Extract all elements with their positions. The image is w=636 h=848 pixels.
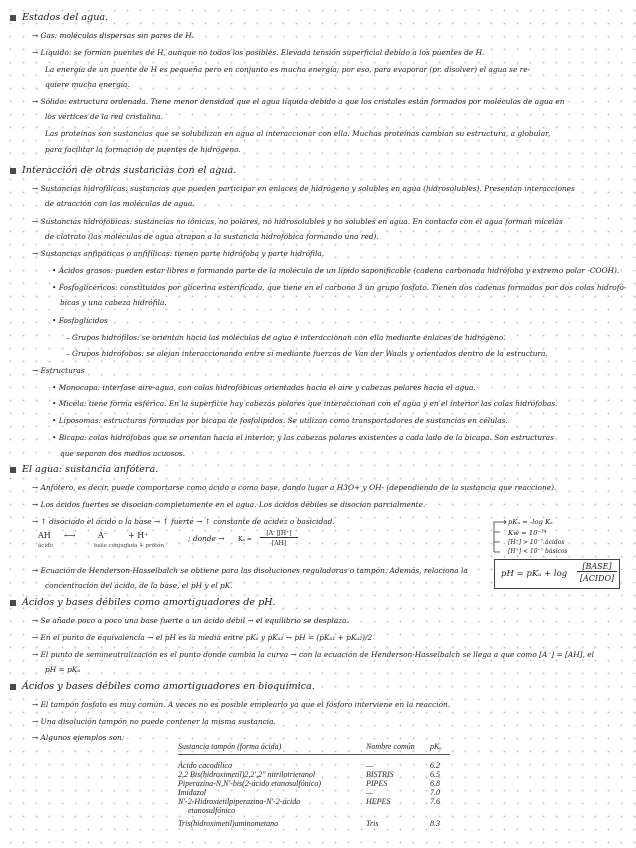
eq-a: A⁻	[98, 531, 108, 540]
section-title-amortiguadores-ph: Ácidos y bases débiles como amortiguadores de pH.	[22, 597, 276, 608]
hh-formula-left: pH = pKₐ + log	[501, 569, 568, 579]
note-disociado: → ↑ disociado el ácido o la base → ↑ fuerte → ↑ constante de acidez o basicidad.	[32, 517, 335, 526]
table-row	[178, 788, 450, 797]
table-cell: 7.0	[430, 788, 440, 797]
note-proteinas-cont: para facilitar la formación de puentes de hidrógeno.	[45, 145, 241, 154]
note-grupos-hidrofobos: – Grupos hidrófobos: se alejan interaccionando entre sí mediante fuerzas de Van der Waals y orientados dentro de la estructura.	[66, 349, 548, 358]
note-disolucion-tampon: → Una disolución tampón no puede contener la misma sustancia.	[32, 717, 276, 726]
note-micela: • Micela: tiene forma esférica. En la superficie hay cabezas polares que interaccionan con el agua y en el interior las colas hidrófobas.	[52, 399, 558, 408]
note-grupos-hidrofilos: – Grupos hidrófilos: se orientan hacia las moléculas de agua e interaccionan con ella mediante enlaces de hidrógeno.	[66, 333, 506, 342]
section-bullet-icon	[10, 467, 16, 473]
note-henderson: → Ecuación de Henderson-Hasselbalch se obtiene para las disoluciones reguladoras o tampón. Además, relaciona la	[32, 566, 468, 575]
note-acidos-fuertes: → Los ácidos fuertes se disocian completamente en el agua. Los ácidos débiles se disocian parcialmente.	[32, 500, 426, 509]
note-ejemplos: → Algunos ejemplos son:	[32, 733, 125, 742]
table-cell: etanosulfónico	[188, 806, 236, 815]
table-header: pKₐ	[430, 742, 442, 751]
note-liquido-cont: quiere mucha energía.	[45, 80, 130, 89]
eq-arrows-icon: ⟷	[64, 531, 76, 540]
table-cell: Imidazol	[178, 788, 206, 797]
table-header: Sustancia tampón (forma ácida)	[178, 742, 282, 751]
eq-ah: AH	[38, 531, 51, 540]
table-cell: 7.6	[430, 797, 440, 806]
note-hidrofobicas-cont: de clatrato (las moléculas de agua atrapan a la sustancia hidrofóbica formando una red).	[45, 232, 379, 241]
hh-denominator: [ÁCIDO]	[579, 574, 615, 583]
table-cell: 6.5	[430, 770, 440, 779]
note-tampon-fosfato: → El tampón fosfato es muy común. A veces no es posible emplearlo ya que el fósforo interviene en la reacción.	[32, 700, 451, 709]
acid-equilibrium-formula	[38, 531, 338, 557]
table-header: Nombre común	[366, 742, 415, 751]
table-cell: Ácido cacodílico	[178, 761, 232, 770]
note-liposomas: • Liposomas: estructuras formadas por bicapa de fosfolípidos. Se utilizan como transportadores de sustancias en células.	[52, 416, 508, 425]
table-cell: 8.3	[430, 819, 440, 828]
note-kw: Kw = 10⁻¹⁴	[508, 529, 547, 537]
table-row	[178, 819, 450, 828]
table-cell: —	[366, 788, 374, 797]
section-title-amortiguadores-bioquimica: Ácidos y bases débiles como amortiguadores en bioquímica.	[22, 681, 315, 692]
table-cell: 6.2	[430, 761, 440, 770]
note-bicapa: • Bicapa: colas hidrófobas que se orientan hacia el interior, y las cabezas polares existentes a cada lado de la bicapa. Son estructuras	[52, 433, 554, 442]
table-cell: 2,2 Bis(hidroximetil)2,2',2'' nitrilotrietanol	[178, 770, 316, 779]
note-hidrofilicas: → Sustancias hidrofílicas: sustancias que pueden participar en enlaces de hidrógeno y solubles en agua (hidrosolubles). Presentan interacciones	[32, 184, 575, 193]
note-fosfoglicericos: • Fosfoglicéricos: constituidos por glicerina esterificada, que tiene en el carbono 3 un grupo fosfato. Tienen dos cadenas formadas por dos colas hidrofó-	[52, 283, 627, 292]
table-cell: N'-2-Hidroxietilpiperazina-N'-2-ácido	[178, 797, 301, 806]
eq-acid-label: ácido	[38, 543, 53, 549]
eq-donde: ; donde →	[188, 534, 225, 543]
section-bullet-icon	[10, 168, 16, 174]
table-cell: HEPES	[366, 797, 391, 806]
note-proteinas: Las proteínas son sustancias que se solubilizan en agua al interaccionar con ella. Muchas proteínas cambian su estructura, a globular,	[45, 129, 551, 138]
note-anfotero: → Anfótero, es decir, puede comportarse como ácido o como base, dando lugar a H3O+ y OH- (dependiendo de la sustancia que reaccione).	[32, 483, 557, 492]
note-anfipaticas: → Sustancias anfipáticas o anfifílicas: tienen parte hidrófoba y parte hidrófila.	[32, 249, 325, 258]
section-bullet-icon	[10, 684, 16, 690]
table-cell: Tris(hidroximetil)aminometano	[178, 819, 279, 828]
side-constants-block	[492, 508, 632, 558]
note-henderson-cont: concentración del ácido, de la base, el pH y el pK.	[45, 581, 233, 590]
section-bullet-icon	[10, 600, 16, 606]
henderson-hasselbalch-box	[494, 559, 620, 589]
note-acidos-grasos: • Ácidos grasos: pueden estar libres o formando parte de la molécula de un lípido saponificable (cadena carbonada hidrófoba y extremo polar -COOH).	[52, 266, 620, 275]
table-cell: 6.8	[430, 779, 440, 788]
note-estructuras: → Estructuras	[32, 366, 85, 375]
section-title-interaccion: Interacción de otras sustancias con el agua.	[22, 165, 237, 176]
note-semineutralizacion-cont: pH = pKₐ	[45, 665, 81, 674]
table-cell: BISTRIS	[366, 770, 394, 779]
note-punto-equivalencia: → En el punto de equivalencia → el pH es la media entre pKₐ y pKₐ₂ → pH = (pKₐ₁ + pKₐ₂)/2	[32, 633, 373, 642]
note-fosfoglicericos-cont: bicas y una cabeza hidrófila.	[60, 298, 167, 307]
eq-denominator: [AH]	[271, 540, 287, 547]
note-liquido: → Líquido: se forman puentes de H, aunque no todos los posibles. Elevada tensión superficial debido a los puentes de H.	[32, 48, 485, 57]
table-cell: —	[366, 761, 374, 770]
table-cell: Piperazina-N,N'-bis(2-ácido etanosulfónico)	[178, 779, 322, 788]
table-row	[178, 779, 450, 788]
note-gas: → Gas: moléculas dispersas sin pares de H.	[32, 31, 195, 40]
section-bullet-icon	[10, 15, 16, 21]
note-fosfoglicidos: • Fosfoglícidos	[52, 316, 108, 325]
eq-numerator: [A⁻][H⁺]	[260, 530, 298, 538]
table-row	[178, 806, 450, 815]
note-bicapa-cont: que separan dos medios acuosos.	[60, 449, 186, 458]
table-cell: Tris	[366, 819, 379, 828]
note-hidrofilicas-cont: de atracción con las moléculas de agua.	[45, 199, 195, 208]
section-title-estados: Estados del agua.	[22, 12, 109, 23]
eq-ka: Kₐ =	[238, 536, 252, 543]
note-base-fuerte: → Se añade poco a poco una base fuerte a un ácido débil → el equilibrio se desplaza.	[32, 616, 349, 625]
note-acidos: [H⁺] > 10⁻⁷ ácidos	[508, 539, 565, 546]
hh-numerator: [BASE]	[577, 562, 617, 572]
section-title-anfotera: El agua: sustancia anfótera.	[22, 464, 159, 475]
table-row	[178, 797, 450, 806]
buffer-table	[178, 739, 450, 839]
note-pka: pKₐ = -log Kₐ	[508, 518, 553, 526]
eq-base-label: base conjugada + protón	[94, 543, 165, 549]
table-divider	[178, 754, 450, 755]
note-solido: → Sólido: estructura ordenada. Tiene menor densidad que el agua líquida debido a que los cristales están formados por moléculas de agua en	[32, 97, 565, 106]
note-basicos: [H⁺] < 10⁻⁷ básicos	[508, 548, 568, 555]
note-monocapa: • Monocapa: interfase aire-agua, con colas hidrofóbicas orientadas hacia el aire y cabezas polares hacia el agua.	[52, 383, 476, 392]
table-cell: PIPES	[366, 779, 388, 788]
table-row	[178, 770, 450, 779]
table-row	[178, 761, 450, 770]
eq-h: + H⁺	[128, 531, 149, 540]
note-solido-cont: los vértices de la red cristalina.	[45, 112, 164, 121]
table-header-row	[178, 742, 450, 751]
note-semineutralizacion: → El punto de semineutralización es el punto donde cambia la curva → con la ecuación de Henderson-Hasselbalch se llega a que como [A⁻] = [AH], el	[32, 650, 594, 659]
note-hidrofobicas: → Sustancias hidrofóbicas: sustancias no iónicas, no polares, no hidrosolubles y no solubles en agua. En contacto con el agua forman micelas	[32, 217, 563, 226]
note-liquido-cont: La energía de un puente de H es pequeña pero en conjunto es mucha energía; por eso, para evaporar (pr. disolver) el agua se re-	[45, 65, 531, 74]
